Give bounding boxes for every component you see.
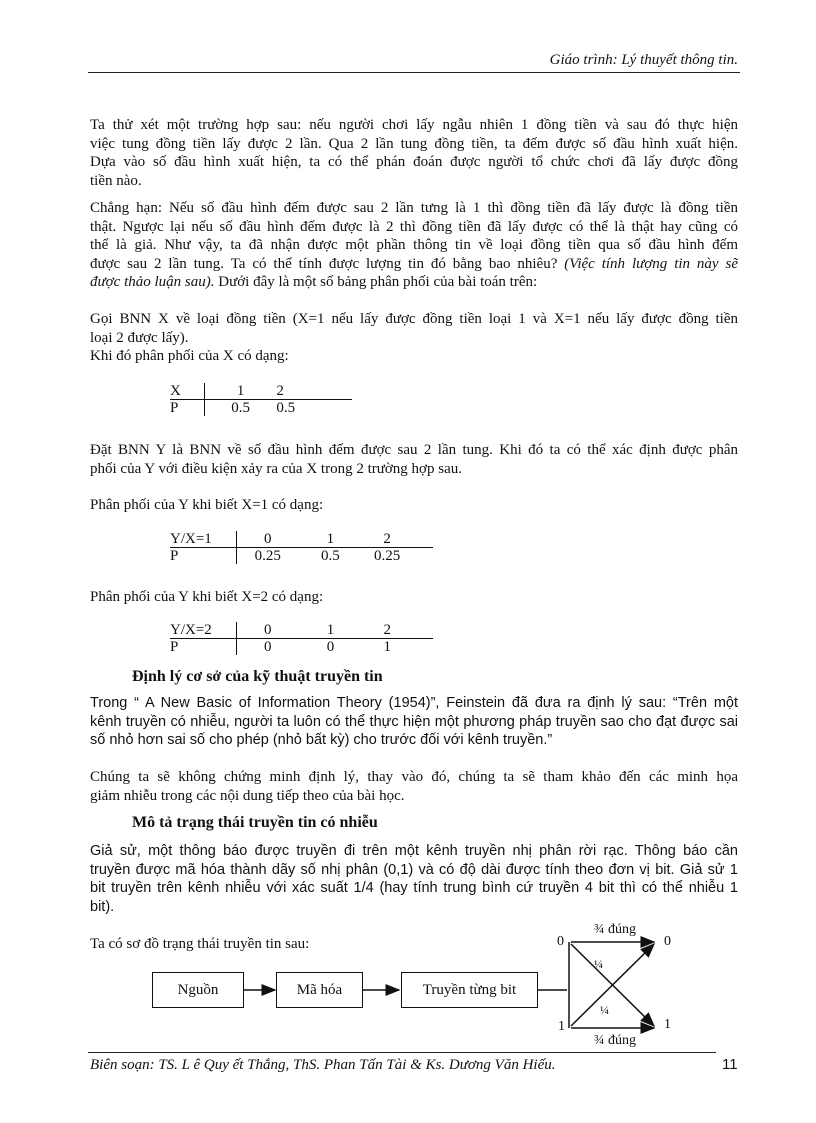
text-line: loại 2 được lấy). [90,329,189,346]
text-line: Ta thử xét một trường hợp sau: nếu người chơi lấy ngẫu nhiên 1 đồng tiền và sau đó thực hiện [90,117,738,133]
input-0-label: 0 [557,934,564,949]
text-line: số nhỏ hơn sai số cho phép (nhỏ bất kỳ) cho trước đối với kênh truyền.” [90,732,553,748]
italic-note: được thảo luận sau). [90,274,215,290]
text-line: tiền nào. [90,172,142,189]
table-cell: 1 [204,383,276,400]
text-run: Dưới đây là một số bảng phân phối của bài toán trên: [214,274,538,290]
paragraph-5: Phân phối của Y khi biết X=1 có dạng: [90,497,324,513]
encoder-box: Mã hóa [276,972,363,1008]
text-line: Chẳng hạn: Nếu số đầu hình đếm được sau 2 lần tưng là 1 thì đồng tiền đã lấy được là đồng tiền [90,200,738,216]
top-probability-label: ¾ đúng [594,922,636,937]
table-cell: 0.25 [254,548,281,564]
table-cell: 0 [326,639,335,655]
text-line: truyền được mã hóa thành dãy số nhị phân (0,1) và có độ dài được tính theo đơn vị bit. Giả sử 1 [90,861,738,878]
page-number: 11 [722,1056,738,1073]
table-cell: Y/X=1 [170,531,236,548]
text-line: việc tung đồng tiền lấy được 2 lần. Qua 2 lần tung đồng tiền, ta đếm được số đầu hình xuất hiện. [90,135,738,152]
text-line: Chúng ta sẽ không chứng minh định lý, thay vào đó, chúng ta sẽ tham khảo đến các minh họa [90,769,738,785]
table-cell: P [170,639,236,656]
text-line: Dựa vào số đầu hình xuất hiện, ta có thể phán đoán được người tổ chức chơi đã lấy được đồng [90,154,738,170]
table-cell: 0 [236,622,298,639]
transmit-box: Truyền từng bit [401,972,538,1008]
table-cell: 0.25 [374,548,401,564]
input-1-label: 1 [558,1019,565,1034]
text-line: bit truyền trên kênh nhiễu với xác suất 1/4 (hay tính trung bình cứ truyền 4 bit thì có thể nhiễu 1 [90,880,738,896]
text-line: Trong “ A New Basic of Information Theory (1954)”, Feinstein đã đưa ra định lý sau: “Trên một [90,695,738,711]
output-0-label: 0 [664,934,671,949]
text-line: thật. Ngược lại nếu số đầu hình đếm được là 2 thì đồng tiền đã lấy được có thể là thật hay cũng có [90,218,738,235]
table-cell: 0.5 [276,400,296,416]
text-line: giảm nhiễu trong các nội dung tiếp theo của bài học. [90,787,405,804]
source-box: Nguồn [152,972,244,1008]
text-line: phối của Y với điều kiện xảy ra của X trong 2 trường hợp sau. [90,460,462,477]
text-line: Giả sử, một thông báo được truyền đi trên một kênh truyền nhị phân rời rạc. Thông báo cần [90,843,738,859]
table-cell: 2 [362,622,412,639]
text-run: được sau 2 lần tung. Ta có thể tính được lượng tin đó bằng bao nhiêu? [90,255,558,272]
table-cell: 0.5 [321,548,340,564]
section-heading-theorem: Định lý cơ sở của kỹ thuật truyền tin [132,668,383,685]
text-line: Khi đó phân phối của X có dạng: [90,348,289,364]
table-cell: 2 [362,531,412,548]
footer-authors: Biên soạn: TS. L ê Quy ết Thắng, ThS. Phan Tấn Tài & Ks. Dương Văn Hiếu. [90,1057,556,1073]
table-cell: 2 [276,383,322,400]
table-cell: 1 [299,531,363,548]
table-cell: 1 [383,639,391,655]
table-cell: Y/X=2 [170,622,236,639]
bottom-probability-label: ¾ đúng [594,1033,636,1048]
table-cell: 1 [299,622,363,639]
text-line: Đặt BNN Y là BNN về số đầu hình đếm được sau 2 lần tung. Khi đó ta có thể xác định được phân [90,442,738,458]
paragraph-6: Phân phối của Y khi biết X=2 có dạng: [90,589,324,605]
footer-rule [88,1052,716,1053]
table-cell: 0.5 [231,400,250,416]
table-cell: P [170,400,204,417]
table-cell: 0 [263,639,272,655]
text-line: thể là giả. Như vậy, ta đã nhận được một phần thông tin về loại đồng tiền qua số đầu hình đếm [90,237,738,253]
header-title: Giáo trình: Lý thuyết thông tin. [549,52,738,68]
text-line: bit). [90,898,115,915]
section-heading-noise: Mô tả trạng thái truyền tin có nhiễu [132,814,378,831]
text-line: Gọi BNN X về loại đồng tiền (X=1 nếu lấy được đồng tiền loại 1 và X=1 nếu lấy được đồng tiền [90,311,738,327]
italic-note: (Việc tính lượng tin này sẽ [564,255,738,272]
cross-bottom-label: ¼ [600,1003,609,1017]
paragraph-10: Ta có sơ đồ trạng thái truyền tin sau: [90,936,310,952]
output-1-label: 1 [664,1017,671,1032]
table-cell: 0 [236,531,298,548]
cross-top-label: ¼ [594,957,603,971]
table-cell: X [170,383,204,400]
text-line: kênh truyền có nhiễu, người ta luôn có thể thực hiện một phương pháp truyền sao cho đạt được sai [90,713,738,730]
table-cell: P [170,548,236,565]
